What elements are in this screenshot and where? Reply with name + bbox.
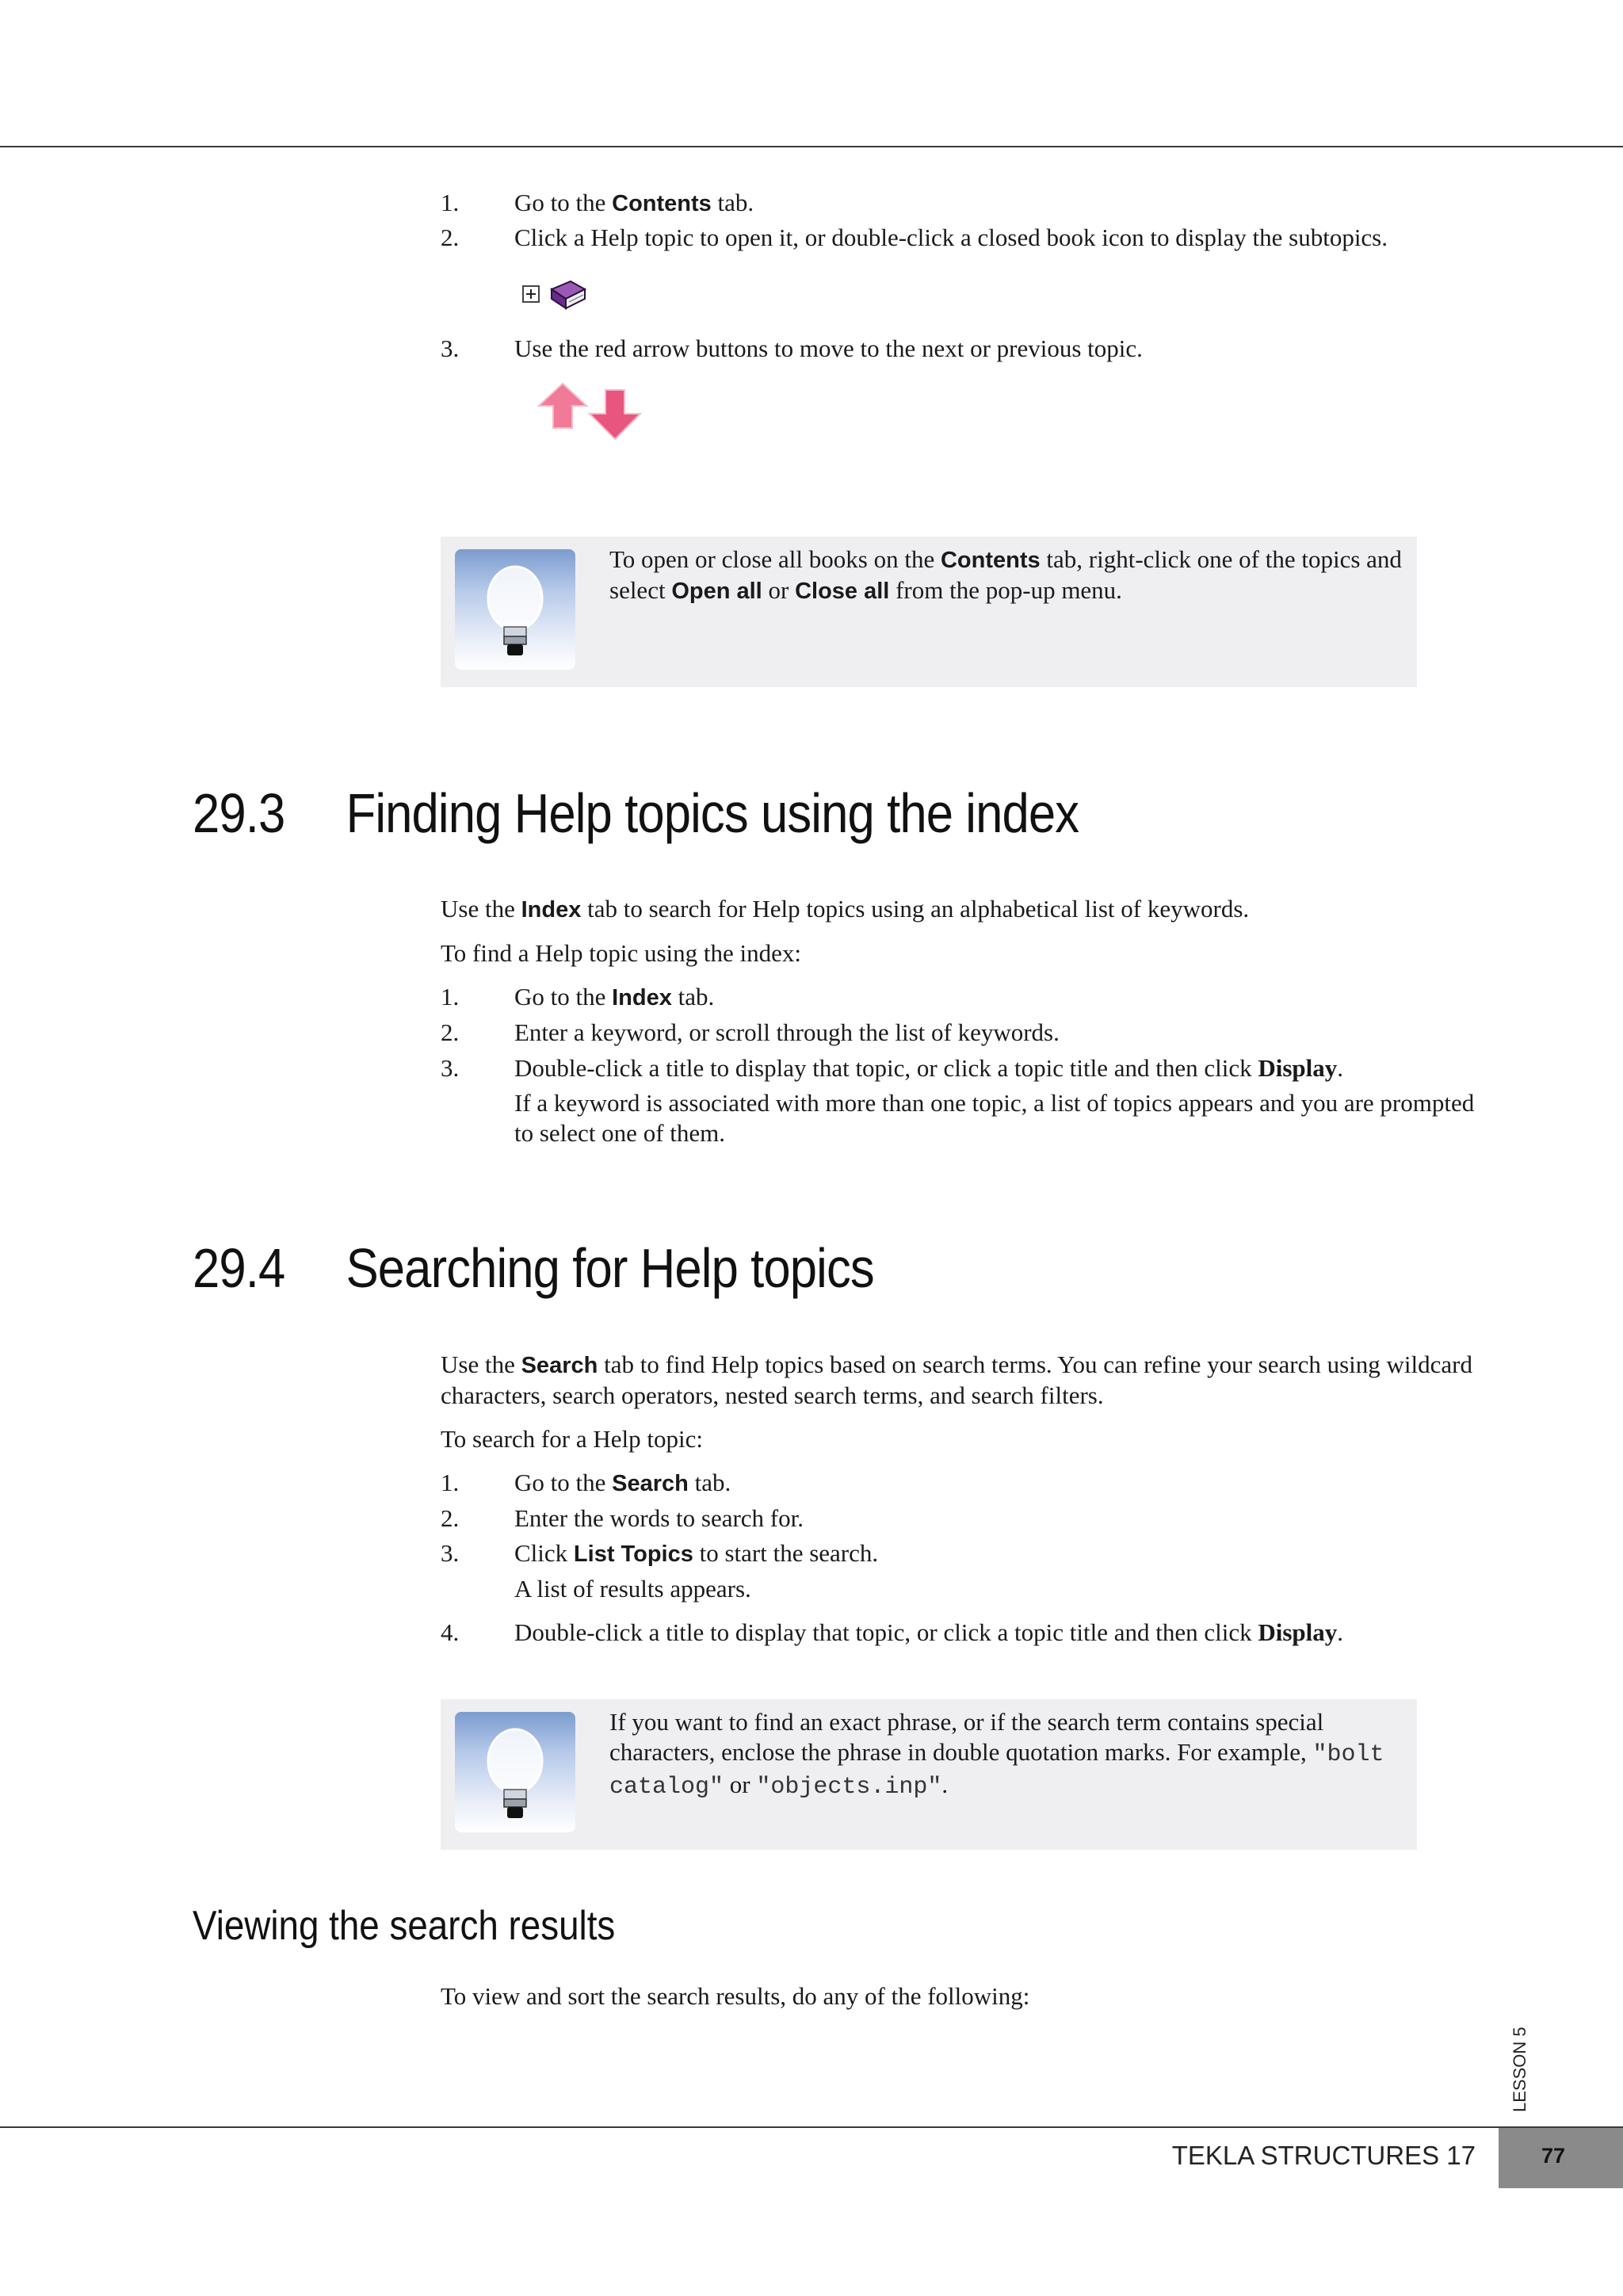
book-icon-group xyxy=(521,278,593,319)
lesson-tab: LESSON 5 xyxy=(1510,2027,1529,2112)
header-rule xyxy=(0,146,1623,147)
up-arrow-icon xyxy=(539,384,586,428)
search-lead: To search for a Help topic: xyxy=(441,1425,703,1453)
lightbulb-icon xyxy=(455,1712,575,1832)
down-arrow-icon xyxy=(590,390,640,439)
section-heading-search: 29.4 Searching for Help topics xyxy=(193,1237,874,1299)
search-intro: Use the Search tab to find Help topics based on search terms. You can refine your search using wildcard characters, search operators, nested search terms, and search filters. xyxy=(441,1350,1472,1409)
expand-plus-icon xyxy=(521,278,593,315)
subsection-heading: Viewing the search results xyxy=(193,1903,616,1949)
closed-book-icon xyxy=(552,281,585,308)
tip-text-contents: To open or close all books on the Contents tab, right-click one of the topics and select Open all or Close all from the pop-up menu. xyxy=(609,545,1402,604)
index-step-3-note: If a keyword is associated with more than one topic, a list of topics appears and you are prompted to select one of them. xyxy=(514,1089,1475,1147)
page-number-box xyxy=(1499,2128,1623,2188)
subsection-text: To view and sort the search results, do any of the following: xyxy=(441,1982,1030,2010)
index-lead: To find a Help topic using the index: xyxy=(441,939,801,967)
index-intro: Use the Index tab to search for Help topics using an alphabetical list of keywords. xyxy=(441,895,1250,923)
page-number: 77 xyxy=(1541,2144,1566,2168)
tip-box-contents xyxy=(441,537,1417,687)
footer-rule xyxy=(0,2126,1623,2128)
footer-product: TEKLA STRUCTURES 17 xyxy=(1171,2141,1476,2170)
lightbulb-icon xyxy=(455,549,575,670)
tip-text-search: If you want to find an exact phrase, or if the search term contains special characters, enclose the phrase in double quotation marks. For example, "bolt catalog" or "objects.inp". xyxy=(609,1708,1384,1801)
search-step-3-note: A list of results appears. xyxy=(514,1575,751,1603)
nav-arrows xyxy=(533,380,659,448)
section-heading-index: 29.3 Finding Help topics using the index xyxy=(193,782,1079,844)
tip-box-search xyxy=(441,1699,1417,1850)
